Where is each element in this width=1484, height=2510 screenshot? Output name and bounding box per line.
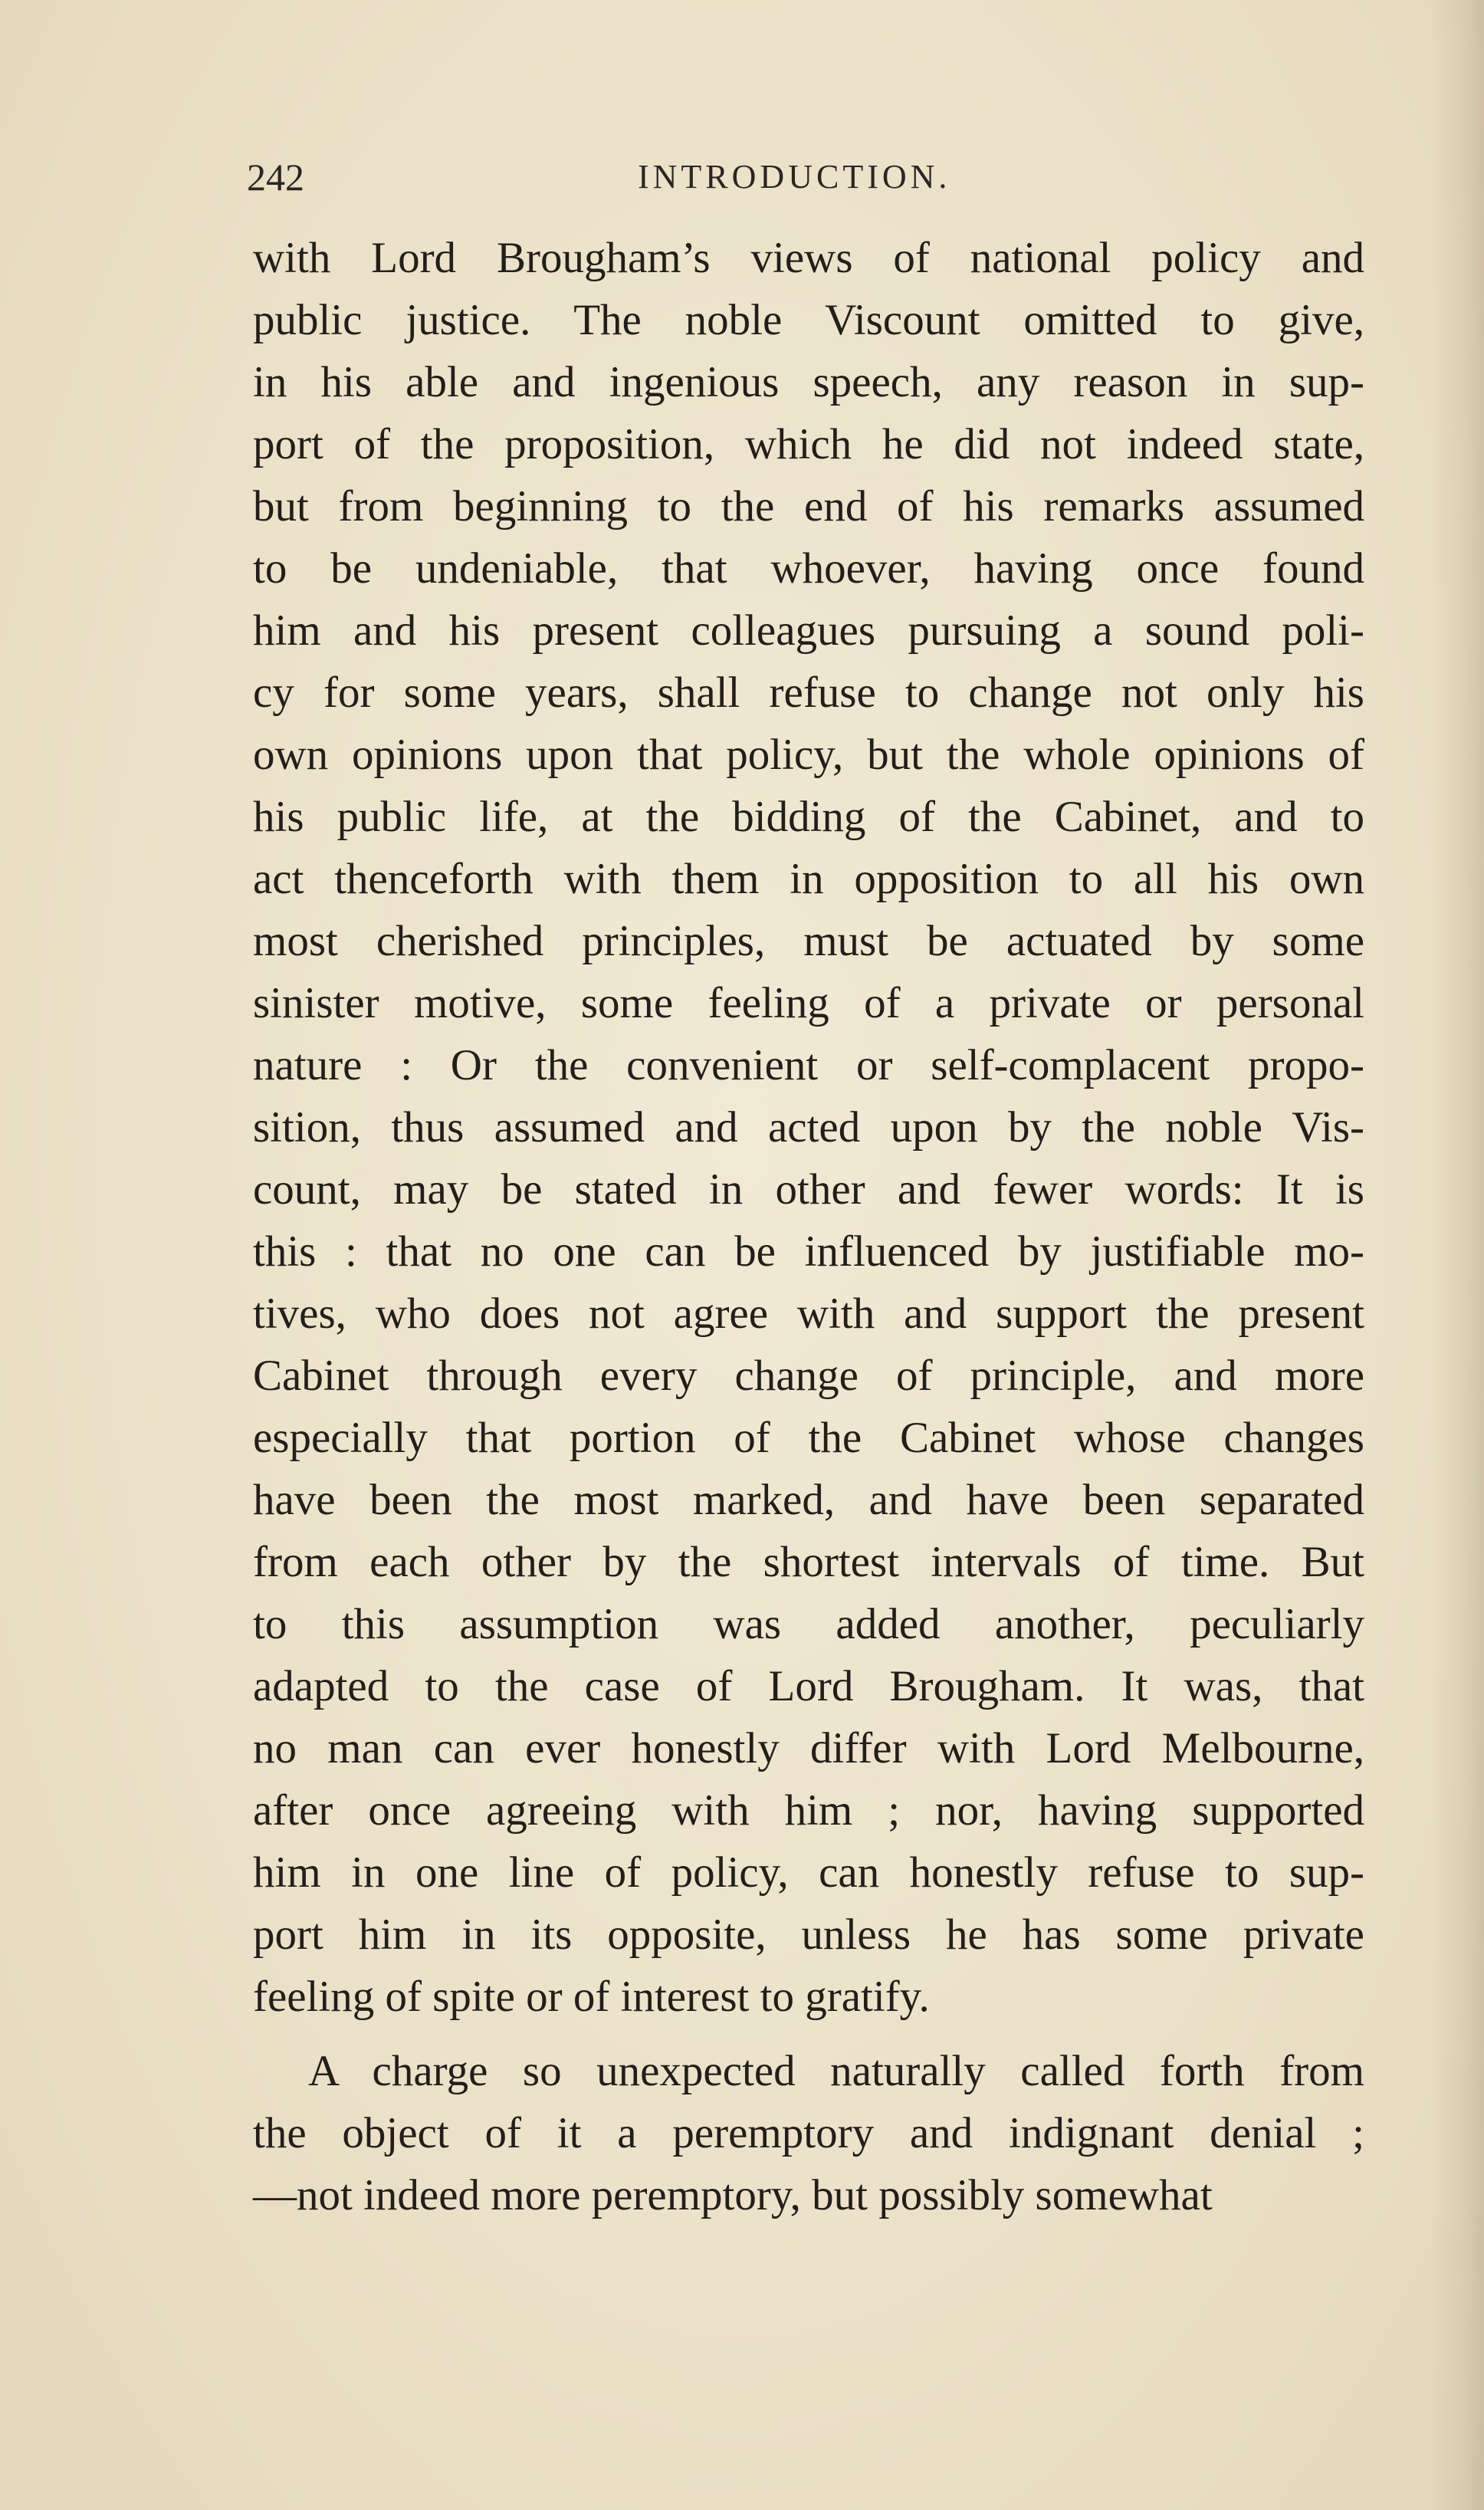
text-line: him and his present colleagues pursuing a sound poli- bbox=[253, 606, 1364, 655]
text-line: in his able and ingenious speech, any reason in sup- bbox=[253, 358, 1364, 406]
text-line: after once agreeing with him ; nor, having supported bbox=[253, 1786, 1364, 1835]
text-line: tives, who does not agree with and support the present bbox=[253, 1289, 1364, 1338]
text-line: but from beginning to the end of his remarks assumed bbox=[253, 482, 1364, 531]
text-line: —not indeed more peremptory, but possibly somewhat bbox=[253, 2171, 1213, 2219]
text-line: to this assumption was added another, peculiarly bbox=[253, 1600, 1364, 1648]
paragraph-gap bbox=[253, 2028, 1364, 2040]
text-line: cy for some years, shall refuse to change not only his bbox=[253, 669, 1364, 717]
text-line: with Lord Brougham’s views of national policy and bbox=[253, 234, 1364, 282]
body-text bbox=[253, 227, 1364, 2226]
text-line: from each other by the shortest intervals of time. But bbox=[253, 1538, 1364, 1586]
text-line: port him in its opposite, unless he has some private bbox=[253, 1910, 1364, 1959]
text-line: port of the proposition, which he did not indeed state, bbox=[253, 420, 1364, 468]
page-header bbox=[247, 150, 1366, 204]
text-line: to be undeniable, that whoever, having once found bbox=[253, 544, 1364, 593]
paragraph-2 bbox=[253, 2040, 1364, 2226]
text-line: Cabinet through every change of principle, and more bbox=[253, 1352, 1364, 1400]
text-line: this : that no one can be influenced by justifiable mo- bbox=[253, 1227, 1364, 1276]
text-line: him in one line of policy, can honestly refuse to sup- bbox=[253, 1848, 1364, 1897]
text-line: public justice. The noble Viscount omitted to give, bbox=[253, 296, 1364, 344]
text-line: act thenceforth with them in opposition to all his own bbox=[253, 855, 1364, 903]
text-line: nature : Or the convenient or self-complacent propo- bbox=[253, 1041, 1364, 1089]
page-edge-shadow bbox=[1430, 0, 1484, 2510]
text-line: most cherished principles, must be actuated by some bbox=[253, 917, 1364, 965]
paragraph-1 bbox=[253, 227, 1364, 2028]
page-number: 242 bbox=[247, 156, 304, 199]
text-line: his public life, at the bidding of the Cabinet, and to bbox=[253, 793, 1364, 841]
text-line: count, may be stated in other and fewer words: It is bbox=[253, 1165, 1364, 1214]
text-line: the object of it a peremptory and indignant denial ; bbox=[253, 2109, 1364, 2157]
text-line: sition, thus assumed and acted upon by the noble Vis- bbox=[253, 1103, 1364, 1152]
running-head: INTRODUCTION. bbox=[638, 158, 951, 195]
text-line: sinister motive, some feeling of a private or personal bbox=[253, 979, 1364, 1027]
text-line: no man can ever honestly differ with Lord Melbourne, bbox=[253, 1724, 1364, 1772]
text-line: especially that portion of the Cabinet whose changes bbox=[253, 1414, 1364, 1462]
text-line: feeling of spite or of interest to gratify. bbox=[253, 1973, 930, 2021]
text-line: have been the most marked, and have been separated bbox=[253, 1476, 1364, 1524]
text-line: A charge so unexpected naturally called forth from bbox=[308, 2047, 1364, 2095]
text-line: adapted to the case of Lord Brougham. It was, that bbox=[253, 1662, 1364, 1710]
text-line: own opinions upon that policy, but the whole opinions of bbox=[253, 731, 1364, 779]
